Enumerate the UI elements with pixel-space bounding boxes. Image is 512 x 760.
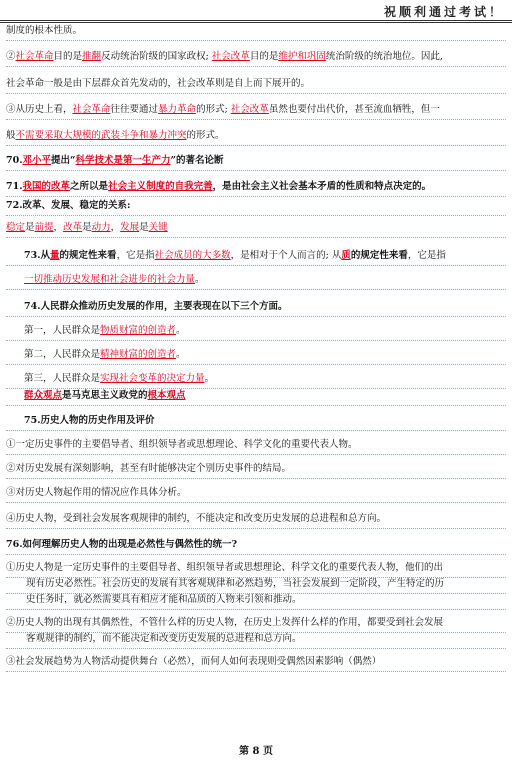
dotted-rule — [6, 528, 506, 529]
highlighted-term: 量 — [50, 250, 60, 261]
dotted-rule — [6, 364, 506, 365]
text-segment: 目的是 — [249, 51, 279, 62]
page-number: 第 8 页 — [239, 746, 273, 757]
text-segment: 反动统治阶级的国家政权; — [101, 51, 212, 62]
dotted-rule — [6, 196, 506, 197]
text-segment: 是 — [139, 222, 149, 233]
text-segment: ③从历史上看， — [6, 104, 73, 115]
text-line — [6, 616, 506, 629]
text-line — [6, 577, 506, 590]
text-segment: 现有历史必然性。社会历史的发展有其客观规律和必然趋势，当社会发展到一定阶段，产生特定的历 — [26, 578, 445, 589]
text-segment: ③对历史人物起作用的情况应作具体分析。 — [6, 487, 187, 498]
text-segment: ，是由社会主义社会基本矛盾的性质和特点决定的。 — [212, 181, 432, 192]
dotted-rule — [6, 405, 506, 406]
dotted-rule — [6, 502, 506, 503]
text-segment: 的规定性来看 — [59, 250, 117, 261]
text-segment: 客观规律的制约，而不能决定和改变历史发展的总进程和总方向。 — [26, 633, 302, 644]
highlighted-term: 社会主义制度的自我完善 — [108, 181, 213, 192]
highlighted-term: 群众观点 — [24, 390, 63, 401]
text-line — [6, 389, 506, 402]
text-line — [6, 512, 506, 525]
page-header — [0, 0, 512, 22]
highlighted-term: 精神财富的创造者 — [100, 349, 177, 360]
text-segment: ② — [6, 51, 16, 62]
text-line — [6, 77, 506, 90]
dotted-rule — [6, 316, 506, 317]
dotted-rule — [6, 215, 506, 216]
highlighted-term: 我国的改革 — [22, 181, 71, 192]
highlighted-term: 暴力革命 — [158, 104, 197, 115]
highlighted-term: 科学技术是第一生产力 — [75, 155, 171, 166]
highlighted-term: 邓小平 — [22, 155, 52, 166]
text-line — [6, 249, 506, 262]
text-line — [6, 462, 506, 475]
dotted-rule — [6, 145, 506, 146]
text-line — [6, 593, 506, 606]
text-line — [6, 103, 506, 116]
text-line — [6, 221, 506, 234]
text-segment: 第三，人民群众是 — [24, 373, 101, 384]
text-line — [6, 180, 506, 193]
text-segment: ， — [53, 222, 64, 233]
highlighted-term: 前提 — [34, 222, 54, 233]
text-segment: 是 — [82, 222, 92, 233]
text-segment: 般 — [6, 130, 16, 141]
dotted-rule — [6, 40, 506, 41]
dotted-rule — [6, 66, 506, 67]
text-segment: 虽然也要付出代价，甚至流血牺牲，但一 — [268, 104, 440, 115]
header-slogan: 祝顺利通过考试！ — [383, 5, 504, 19]
text-line — [6, 24, 506, 37]
text-segment: ②对历史发展有深刻影响，甚至有时能够决定个别历史事件的结局。 — [6, 463, 292, 474]
text-segment: 史任务时，就必然需要具有相应才能和品质的人物来引领和推动。 — [26, 594, 302, 605]
text-line — [6, 348, 506, 361]
dotted-rule — [6, 170, 506, 171]
text-segment: ，是相对于个人而言的; 从 — [230, 250, 342, 261]
text-segment: 的规定性来看 — [350, 250, 408, 261]
dotted-rule — [6, 265, 506, 266]
text-line — [6, 438, 506, 451]
text-line — [6, 486, 506, 499]
highlighted-term: 维护和巩固 — [278, 51, 326, 62]
highlighted-term: 动力 — [91, 222, 111, 233]
text-segment: 。 — [176, 349, 186, 360]
text-segment: 74.人民群众推动历史发展的作用，主要表现在以下三个方面。 — [24, 301, 288, 312]
text-line — [6, 273, 506, 286]
highlighted-term: 发展 — [120, 222, 140, 233]
text-segment: 第二，人民群众是 — [24, 349, 101, 360]
text-segment: ， — [110, 222, 121, 233]
text-segment: 70. — [6, 155, 23, 166]
highlighted-term: 稳定 — [6, 222, 26, 233]
text-segment: 。 — [176, 325, 186, 336]
text-line — [6, 129, 506, 142]
dotted-rule — [6, 478, 506, 479]
text-line — [6, 372, 506, 385]
dotted-rule — [6, 93, 506, 94]
text-segment: 75.历史人物的历史作用及评价 — [24, 415, 155, 426]
text-segment: 73.从 — [24, 250, 51, 261]
text-line — [6, 199, 506, 212]
text-line — [6, 538, 506, 551]
text-line — [6, 300, 506, 313]
text-segment: 制度的根本性质。 — [6, 25, 83, 36]
text-segment: 。 — [204, 373, 215, 384]
text-segment: ②历史人物的出现有其偶然性，不管什么样的历史人物，在历史上发挥什么样的作用，都要受到社会发展 — [6, 617, 444, 628]
header-rule — [0, 20, 512, 23]
text-segment: 往往要通过 — [110, 104, 159, 115]
highlighted-term: 质 — [341, 250, 351, 261]
highlighted-term: 改革 — [63, 222, 83, 233]
text-line — [6, 154, 506, 167]
text-segment: 之所以是 — [70, 181, 109, 192]
text-segment: ①历史人物是一定历史事件的主要倡导者、组织领导者或思想理论、科学文化的重要代表人物，他们的出 — [6, 562, 444, 573]
text-segment: ，它是指 — [116, 250, 155, 261]
highlighted-term: 社会革命 — [72, 104, 111, 115]
highlighted-term: 社会革命 — [15, 51, 54, 62]
highlighted-term: 不需要采取大规模的武装斗争和暴力冲突 — [15, 130, 187, 141]
text-line — [6, 324, 506, 337]
dotted-rule — [6, 609, 506, 610]
text-segment: 提出“ — [51, 155, 76, 166]
dotted-rule — [6, 340, 506, 341]
text-segment: 统治阶级的统治地位。因此, — [325, 51, 443, 62]
highlighted-term: 关键 — [148, 222, 168, 233]
text-line — [6, 632, 506, 645]
dotted-rule — [6, 454, 506, 455]
text-segment: 目的是 — [53, 51, 83, 62]
text-segment: 的形式; — [196, 104, 231, 115]
highlighted-term: 社会改革 — [230, 104, 269, 115]
highlighted-term: 社会成员的大多数 — [154, 250, 231, 261]
text-segment: ③社会发展趋势为人物活动提供舞台（必然），而何人如何表现则受偶然因素影响（偶然） — [6, 656, 382, 667]
highlighted-term: 物质财富的创造者 — [100, 325, 177, 336]
text-segment: ”的著名论断 — [170, 155, 224, 166]
text-segment: 71. — [6, 181, 23, 192]
dotted-rule — [6, 430, 506, 431]
text-line — [6, 655, 506, 668]
text-segment: 社会革命一般是由下层群众首先发动的，社会改革则是自上而下展开的。 — [6, 78, 311, 89]
text-line — [6, 50, 506, 63]
dotted-rule — [6, 648, 506, 649]
highlighted-term: 根本观点 — [147, 390, 186, 401]
text-segment: ④历史人物，受到社会发展客观规律的制约，不能决定和改变历史发展的总进程和总方向。 — [6, 513, 387, 524]
text-segment: 是马克思主义政党的 — [62, 390, 148, 401]
text-segment: 76.如何理解历史人物的出现是必然性与偶然性的统一? — [6, 539, 238, 550]
dotted-rule — [6, 119, 506, 120]
dotted-rule — [6, 289, 506, 290]
text-segment: 的形式。 — [186, 130, 225, 141]
text-segment: 是 — [25, 222, 35, 233]
text-segment: 第一，人民群众是 — [24, 325, 101, 336]
text-line — [6, 414, 506, 427]
text-line — [6, 561, 506, 574]
text-segment: 。 — [195, 274, 205, 285]
dotted-rule — [6, 671, 506, 672]
highlighted-term: 推翻 — [82, 51, 102, 62]
text-segment: 72.改革、发展、稳定的关系: — [6, 200, 131, 211]
text-segment: ，它是指 — [407, 250, 446, 261]
dotted-rule — [6, 237, 506, 238]
text-segment: ①一定历史事件的主要倡导者、组织领导者或思想理论、科学文化的重要代表人物。 — [6, 439, 358, 450]
highlighted-term: 实现社会变革的决定力量 — [100, 373, 205, 384]
dotted-rule — [6, 554, 506, 555]
highlighted-term: 社会改革 — [211, 51, 250, 62]
highlighted-term: 一切推动历史发展和社会进步的社会力量 — [24, 274, 196, 285]
